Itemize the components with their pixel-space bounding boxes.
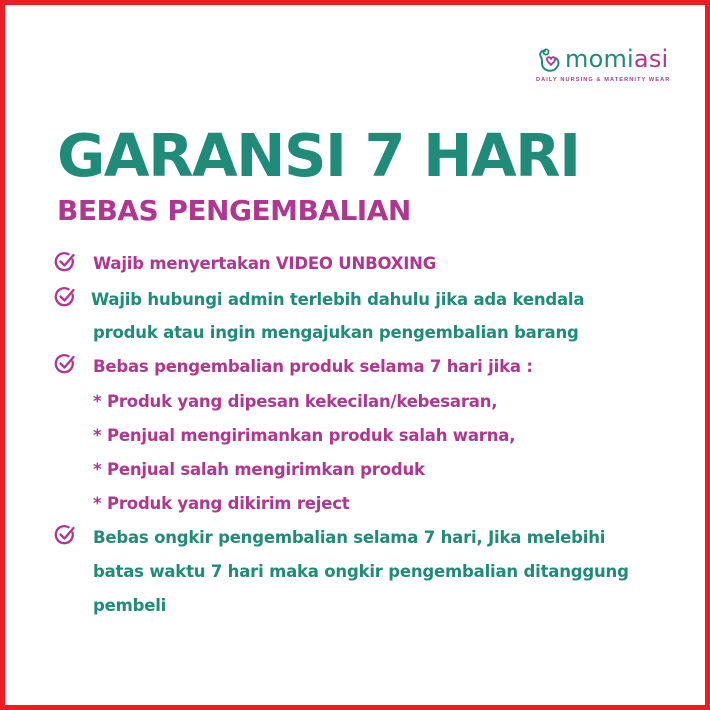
sub-list-item: * Produk yang dikirim reject <box>93 494 350 513</box>
brand-logo <box>536 47 676 89</box>
brand-tagline: DAILY NURSING & MATERNITY WEAR <box>536 77 671 83</box>
list-item-line: pembeli <box>93 596 167 615</box>
page-title: GARANSI 7 HARI <box>57 121 580 190</box>
check-circle-icon <box>53 285 77 309</box>
brand-name-part2: asi <box>633 45 669 73</box>
list-item-line: produk atau ingin mengajukan pengembalian barang <box>93 323 579 342</box>
list-item-line: batas waktu 7 hari maka ongkir pengembalian ditanggung <box>93 562 629 581</box>
check-circle-icon <box>53 523 77 547</box>
check-circle-icon <box>53 352 77 376</box>
list-item-line: Bebas pengembalian produk selama 7 hari jika : <box>93 357 533 376</box>
page-subtitle: BEBAS PENGEMBALIAN <box>57 194 411 227</box>
brand-name-part1: momi <box>565 45 634 73</box>
sub-list-item: * Penjual mengirimankan produk salah warna, <box>93 426 516 445</box>
mother-baby-logo-icon <box>536 47 564 75</box>
list-item-line: Bebas ongkir pengembalian selama 7 hari, Jika melebihi <box>93 528 606 547</box>
brand-name <box>565 44 668 74</box>
check-circle-icon <box>53 250 77 274</box>
list-item-line: Wajib menyertakan VIDEO UNBOXING <box>93 254 437 273</box>
sub-list-item: * Produk yang dipesan kekecilan/kebesaran, <box>93 392 498 411</box>
sub-list-item: * Penjual salah mengirimkan produk <box>93 460 425 479</box>
list-item-line: Wajib hubungi admin terlebih dahulu jika ada kendala <box>91 290 585 309</box>
